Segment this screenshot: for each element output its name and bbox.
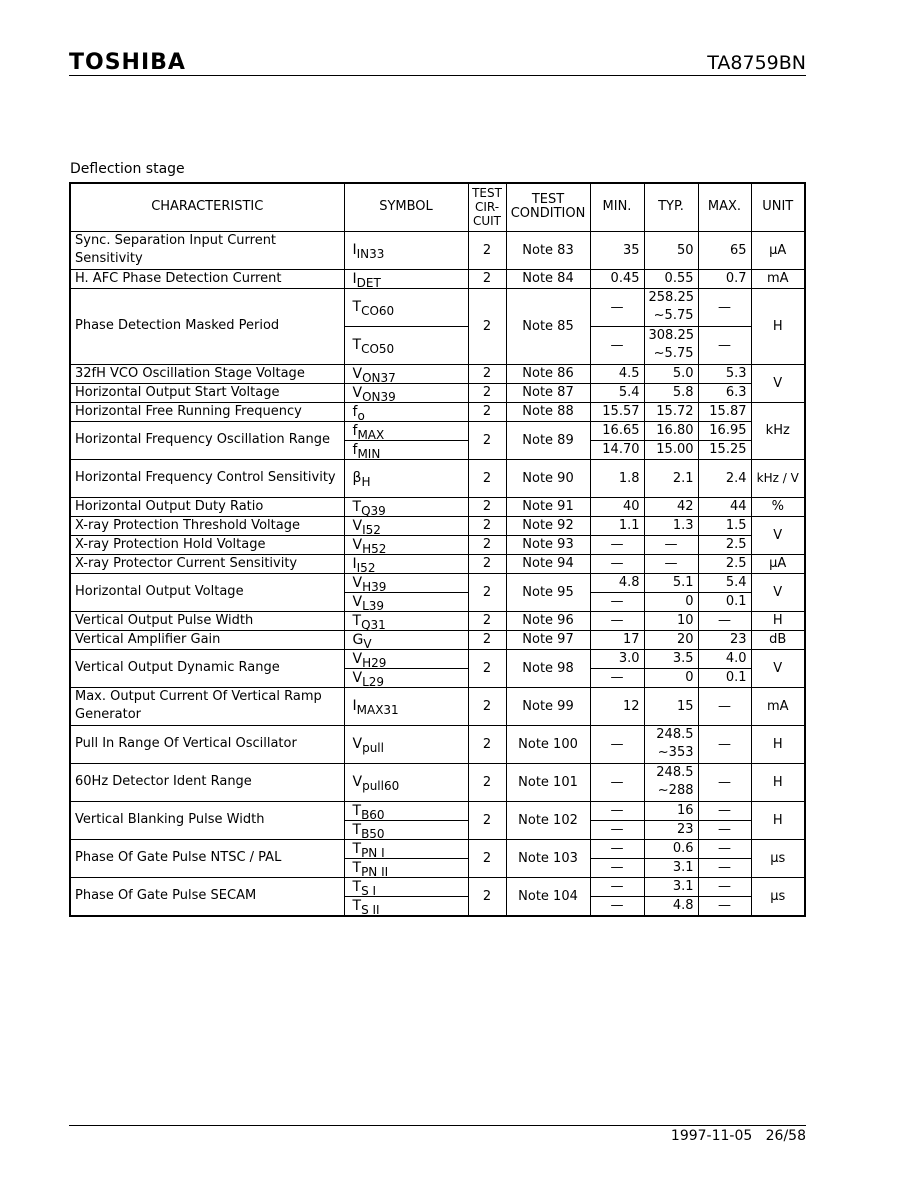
- cell-min: —: [590, 592, 644, 611]
- cell-unit: V: [751, 649, 805, 687]
- table-row: [70, 877, 805, 896]
- cell-characteristic: H. AFC Phase Detection Current: [70, 269, 344, 288]
- table-row: [70, 763, 805, 801]
- cell-condition: Note 85: [506, 288, 590, 364]
- cell-max: —: [698, 877, 751, 896]
- cell-unit: μs: [751, 839, 805, 877]
- cell-min: 0.45: [590, 269, 644, 288]
- cell-symbol: fMAX: [344, 421, 468, 440]
- cell-unit: V: [751, 364, 805, 402]
- cell-max: 5.4: [698, 573, 751, 592]
- cell-typ: —: [644, 535, 698, 554]
- cell-condition: Note 99: [506, 687, 590, 725]
- cell-symbol: TS II: [344, 896, 468, 916]
- table-row: [70, 402, 805, 421]
- cell-characteristic: Vertical Blanking Pulse Width: [70, 801, 344, 839]
- cell-max: —: [698, 801, 751, 820]
- section-title: Deflection stage: [70, 161, 185, 177]
- cell-symbol: TB60: [344, 801, 468, 820]
- cell-min: —: [590, 858, 644, 877]
- cell-condition: Note 88: [506, 402, 590, 421]
- cell-characteristic: Vertical Amplifier Gain: [70, 630, 344, 649]
- cell-symbol: TQ39: [344, 497, 468, 516]
- cell-condition: Note 87: [506, 383, 590, 402]
- cell-min: —: [590, 288, 644, 326]
- cell-circuit: 2: [468, 402, 506, 421]
- cell-circuit: 2: [468, 649, 506, 687]
- cell-symbol: IIN33: [344, 231, 468, 269]
- cell-characteristic: 32fH VCO Oscillation Stage Voltage: [70, 364, 344, 383]
- cell-unit: mA: [751, 269, 805, 288]
- cell-characteristic: 60Hz Detector Ident Range: [70, 763, 344, 801]
- table-row: [70, 421, 805, 440]
- table-row: [70, 288, 805, 326]
- cell-condition: Note 86: [506, 364, 590, 383]
- cell-condition: Note 89: [506, 421, 590, 459]
- cell-characteristic: X-ray Protection Hold Voltage: [70, 535, 344, 554]
- table-row: [70, 497, 805, 516]
- cell-unit: H: [751, 725, 805, 763]
- table-row: [70, 554, 805, 573]
- cell-symbol: VON37: [344, 364, 468, 383]
- cell-typ: 5.1: [644, 573, 698, 592]
- cell-condition: Note 90: [506, 459, 590, 497]
- cell-symbol: IMAX31: [344, 687, 468, 725]
- col-typ: TYP.: [644, 183, 698, 231]
- cell-circuit: 2: [468, 763, 506, 801]
- table-row: [70, 649, 805, 668]
- cell-symbol: TQ31: [344, 611, 468, 630]
- cell-condition: Note 84: [506, 269, 590, 288]
- cell-symbol: TCO50: [344, 326, 468, 364]
- cell-unit: %: [751, 497, 805, 516]
- cell-typ: 16.80: [644, 421, 698, 440]
- cell-condition: Note 94: [506, 554, 590, 573]
- table-row: [70, 630, 805, 649]
- cell-min: —: [590, 725, 644, 763]
- cell-condition: Note 103: [506, 839, 590, 877]
- cell-symbol: βH: [344, 459, 468, 497]
- cell-max: 2.5: [698, 554, 751, 573]
- cell-symbol: Vpull: [344, 725, 468, 763]
- cell-min: 12: [590, 687, 644, 725]
- cell-min: 1.8: [590, 459, 644, 497]
- cell-max: —: [698, 288, 751, 326]
- cell-min: —: [590, 896, 644, 916]
- cell-typ: 15.72: [644, 402, 698, 421]
- cell-min: —: [590, 763, 644, 801]
- cell-symbol: GV: [344, 630, 468, 649]
- cell-max: 2.5: [698, 535, 751, 554]
- cell-symbol: IDET: [344, 269, 468, 288]
- cell-characteristic: X-ray Protection Threshold Voltage: [70, 516, 344, 535]
- cell-characteristic: Sync. Separation Input Current Sensitivity: [70, 231, 344, 269]
- cell-max: 4.0: [698, 649, 751, 668]
- col-characteristic: CHARACTERISTIC: [70, 183, 344, 231]
- cell-min: 40: [590, 497, 644, 516]
- part-number: TA8759BN: [707, 52, 806, 74]
- cell-max: 15.25: [698, 440, 751, 459]
- footer-date: 1997-11-05: [670, 1128, 753, 1144]
- cell-condition: Note 83: [506, 231, 590, 269]
- cell-typ: 5.0: [644, 364, 698, 383]
- table-row: [70, 364, 805, 383]
- brand-logo: TOSHIBA: [69, 50, 186, 75]
- cell-symbol: VON39: [344, 383, 468, 402]
- cell-typ: —: [644, 554, 698, 573]
- cell-max: 23: [698, 630, 751, 649]
- cell-unit: H: [751, 288, 805, 364]
- cell-max: —: [698, 725, 751, 763]
- cell-condition: Note 92: [506, 516, 590, 535]
- cell-typ: 0: [644, 592, 698, 611]
- cell-max: 0.1: [698, 592, 751, 611]
- cell-condition: Note 93: [506, 535, 590, 554]
- cell-circuit: 2: [468, 877, 506, 916]
- cell-symbol: II52: [344, 554, 468, 573]
- cell-condition: Note 104: [506, 877, 590, 916]
- table-row: [70, 611, 805, 630]
- cell-unit: V: [751, 516, 805, 554]
- cell-condition: Note 91: [506, 497, 590, 516]
- cell-min: —: [590, 668, 644, 687]
- cell-condition: Note 98: [506, 649, 590, 687]
- col-test-condition: TEST CONDITION: [506, 183, 590, 231]
- spec-table: [69, 182, 806, 917]
- cell-max: 1.5: [698, 516, 751, 535]
- cell-min: —: [590, 535, 644, 554]
- cell-circuit: 2: [468, 231, 506, 269]
- cell-characteristic: Vertical Output Dynamic Range: [70, 649, 344, 687]
- cell-typ: 3.5: [644, 649, 698, 668]
- cell-characteristic: Horizontal Output Voltage: [70, 573, 344, 611]
- table-row: [70, 801, 805, 820]
- footer: [671, 1128, 806, 1144]
- table-row: [70, 516, 805, 535]
- col-test-circuit: TEST CIR-CUIT: [468, 183, 506, 231]
- cell-max: 0.7: [698, 269, 751, 288]
- cell-max: 15.87: [698, 402, 751, 421]
- cell-circuit: 2: [468, 383, 506, 402]
- cell-circuit: 2: [468, 516, 506, 535]
- cell-condition: Note 101: [506, 763, 590, 801]
- col-min: MIN.: [590, 183, 644, 231]
- cell-min: 17: [590, 630, 644, 649]
- cell-max: 5.3: [698, 364, 751, 383]
- cell-typ: 15: [644, 687, 698, 725]
- cell-unit: μs: [751, 877, 805, 916]
- cell-characteristic: X-ray Protector Current Sensitivity: [70, 554, 344, 573]
- cell-max: —: [698, 326, 751, 364]
- col-unit: UNIT: [751, 183, 805, 231]
- cell-symbol: VL39: [344, 592, 468, 611]
- cell-typ: 23: [644, 820, 698, 839]
- cell-condition: Note 97: [506, 630, 590, 649]
- cell-min: 1.1: [590, 516, 644, 535]
- cell-unit: V: [751, 573, 805, 611]
- cell-max: —: [698, 820, 751, 839]
- table-header-row: [70, 183, 805, 231]
- cell-min: 35: [590, 231, 644, 269]
- cell-symbol: VH52: [344, 535, 468, 554]
- col-max: MAX.: [698, 183, 751, 231]
- cell-symbol: VH39: [344, 573, 468, 592]
- cell-circuit: 2: [468, 573, 506, 611]
- cell-characteristic: Phase Detection Masked Period: [70, 288, 344, 364]
- cell-min: 15.57: [590, 402, 644, 421]
- cell-characteristic: Horizontal Frequency Control Sensitivity: [70, 459, 344, 497]
- cell-min: —: [590, 839, 644, 858]
- cell-unit: mA: [751, 687, 805, 725]
- col-symbol: SYMBOL: [344, 183, 468, 231]
- cell-unit: H: [751, 611, 805, 630]
- cell-circuit: 2: [468, 364, 506, 383]
- cell-unit: dB: [751, 630, 805, 649]
- table-row: [70, 459, 805, 497]
- cell-typ: 308.25 ~5.75: [644, 326, 698, 364]
- cell-max: —: [698, 611, 751, 630]
- cell-typ: 0.6: [644, 839, 698, 858]
- cell-max: 65: [698, 231, 751, 269]
- cell-typ: 5.8: [644, 383, 698, 402]
- cell-min: 16.65: [590, 421, 644, 440]
- cell-symbol: TCO60: [344, 288, 468, 326]
- cell-circuit: 2: [468, 611, 506, 630]
- footer-page: 26/58: [765, 1128, 806, 1144]
- cell-circuit: 2: [468, 630, 506, 649]
- cell-min: 4.8: [590, 573, 644, 592]
- table-row: [70, 839, 805, 858]
- cell-symbol: VI52: [344, 516, 468, 535]
- cell-max: 0.1: [698, 668, 751, 687]
- cell-symbol: VL29: [344, 668, 468, 687]
- cell-typ: 42: [644, 497, 698, 516]
- cell-condition: Note 100: [506, 725, 590, 763]
- cell-min: —: [590, 801, 644, 820]
- cell-symbol: fo: [344, 402, 468, 421]
- cell-typ: 248.5 ~288: [644, 763, 698, 801]
- cell-min: —: [590, 820, 644, 839]
- cell-characteristic: Phase Of Gate Pulse NTSC / PAL: [70, 839, 344, 877]
- cell-symbol: TPN II: [344, 858, 468, 877]
- cell-min: —: [590, 554, 644, 573]
- cell-circuit: 2: [468, 497, 506, 516]
- cell-unit: H: [751, 801, 805, 839]
- cell-characteristic: Max. Output Current Of Vertical Ramp Generator: [70, 687, 344, 725]
- cell-typ: 4.8: [644, 896, 698, 916]
- cell-typ: 1.3: [644, 516, 698, 535]
- cell-circuit: 2: [468, 839, 506, 877]
- cell-characteristic: Horizontal Output Start Voltage: [70, 383, 344, 402]
- cell-max: —: [698, 839, 751, 858]
- cell-max: —: [698, 896, 751, 916]
- cell-typ: 20: [644, 630, 698, 649]
- cell-typ: 0.55: [644, 269, 698, 288]
- cell-typ: 258.25 ~5.75: [644, 288, 698, 326]
- cell-characteristic: Vertical Output Pulse Width: [70, 611, 344, 630]
- cell-min: 5.4: [590, 383, 644, 402]
- table-row: [70, 535, 805, 554]
- cell-characteristic: Pull In Range Of Vertical Oscillator: [70, 725, 344, 763]
- cell-min: —: [590, 877, 644, 896]
- cell-unit: kHz: [751, 402, 805, 459]
- cell-circuit: 2: [468, 687, 506, 725]
- cell-typ: 10: [644, 611, 698, 630]
- footer-rule: [69, 1125, 806, 1126]
- cell-condition: Note 96: [506, 611, 590, 630]
- cell-min: —: [590, 326, 644, 364]
- cell-typ: 2.1: [644, 459, 698, 497]
- cell-circuit: 2: [468, 801, 506, 839]
- cell-max: —: [698, 687, 751, 725]
- cell-condition: Note 102: [506, 801, 590, 839]
- cell-min: 4.5: [590, 364, 644, 383]
- cell-symbol: fMIN: [344, 440, 468, 459]
- cell-unit: μA: [751, 554, 805, 573]
- cell-max: 6.3: [698, 383, 751, 402]
- table-row: [70, 231, 805, 269]
- cell-typ: 0: [644, 668, 698, 687]
- cell-unit: H: [751, 763, 805, 801]
- cell-unit: μA: [751, 231, 805, 269]
- cell-circuit: 2: [468, 269, 506, 288]
- table-row: [70, 725, 805, 763]
- cell-circuit: 2: [468, 535, 506, 554]
- cell-symbol: VH29: [344, 649, 468, 668]
- cell-symbol: TPN I: [344, 839, 468, 858]
- cell-symbol: TB50: [344, 820, 468, 839]
- cell-unit: kHz / V: [751, 459, 805, 497]
- cell-min: 14.70: [590, 440, 644, 459]
- header-rule: [69, 75, 806, 76]
- cell-max: 2.4: [698, 459, 751, 497]
- cell-circuit: 2: [468, 421, 506, 459]
- cell-condition: Note 95: [506, 573, 590, 611]
- cell-typ: 15.00: [644, 440, 698, 459]
- table-row: [70, 269, 805, 288]
- cell-circuit: 2: [468, 554, 506, 573]
- cell-typ: 3.1: [644, 858, 698, 877]
- cell-typ: 16: [644, 801, 698, 820]
- cell-symbol: Vpull60: [344, 763, 468, 801]
- cell-max: —: [698, 763, 751, 801]
- cell-max: —: [698, 858, 751, 877]
- cell-min: —: [590, 611, 644, 630]
- cell-max: 16.95: [698, 421, 751, 440]
- table-row: [70, 383, 805, 402]
- cell-characteristic: Horizontal Output Duty Ratio: [70, 497, 344, 516]
- cell-max: 44: [698, 497, 751, 516]
- cell-typ: 248.5 ~353: [644, 725, 698, 763]
- table-row: [70, 687, 805, 725]
- cell-typ: 50: [644, 231, 698, 269]
- cell-min: 3.0: [590, 649, 644, 668]
- cell-circuit: 2: [468, 459, 506, 497]
- cell-symbol: TS I: [344, 877, 468, 896]
- table-row: [70, 573, 805, 592]
- cell-characteristic: Horizontal Frequency Oscillation Range: [70, 421, 344, 459]
- cell-typ: 3.1: [644, 877, 698, 896]
- cell-circuit: 2: [468, 725, 506, 763]
- cell-characteristic: Phase Of Gate Pulse SECAM: [70, 877, 344, 916]
- cell-circuit: 2: [468, 288, 506, 364]
- cell-characteristic: Horizontal Free Running Frequency: [70, 402, 344, 421]
